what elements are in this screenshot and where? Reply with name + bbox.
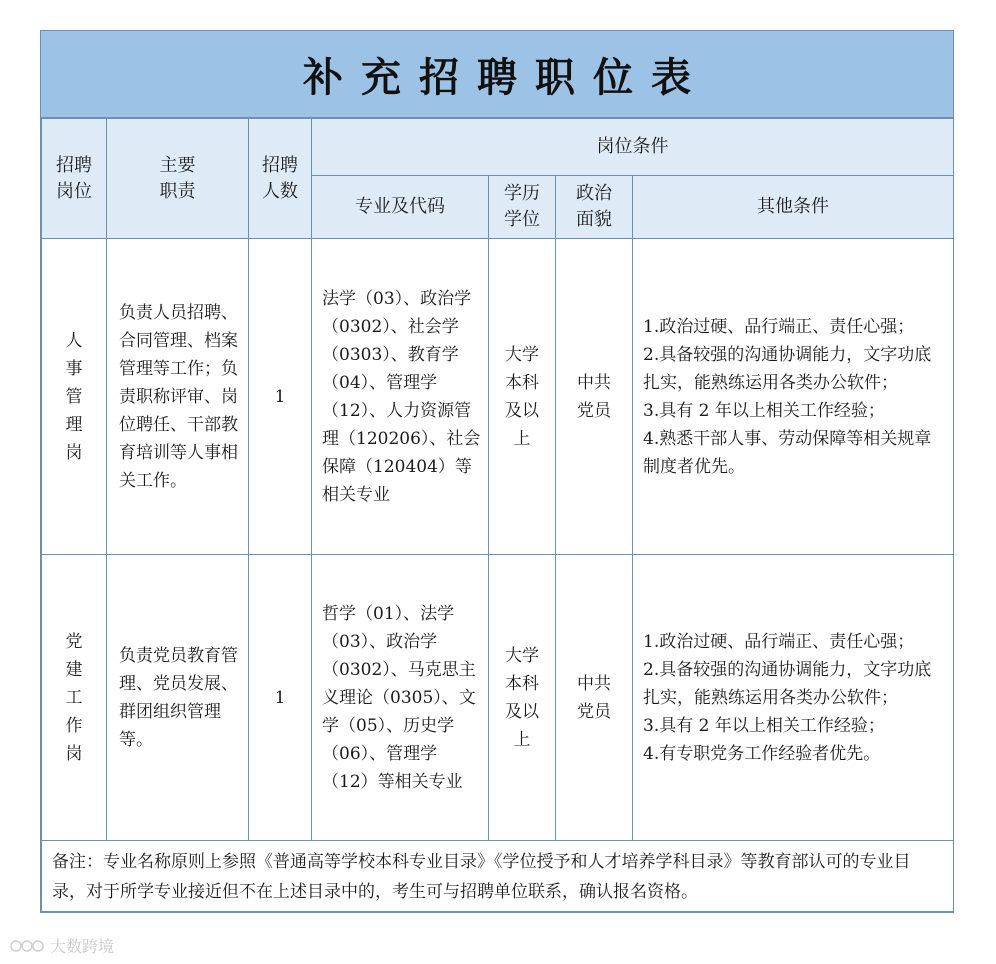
table-row: [42, 555, 954, 841]
header-conditions: 岗位条件: [312, 119, 954, 176]
row-other-conditions: [633, 555, 954, 841]
row-duties: 负责党员教育管理、党员发展、群团组织管理等。: [107, 555, 249, 841]
note-row: [42, 841, 954, 912]
row-count: 1: [249, 239, 312, 555]
title-bar: [41, 31, 953, 118]
row-education: 大学本科及以上: [489, 239, 556, 555]
header-major: 专业及代码: [312, 176, 489, 239]
condition-item: 2.具备较强的沟通协调能力，文字功底扎实，能熟练运用各类办公软件；: [643, 344, 932, 393]
condition-item: 2.具备较强的沟通协调能力，文字功底扎实，能熟练运用各类办公软件；: [643, 659, 932, 708]
watermark: [10, 934, 114, 957]
row-education: 大学本科及以上: [489, 555, 556, 841]
row-political: 中共党员: [556, 239, 633, 555]
row-position: 人事管理岗: [42, 239, 107, 555]
row-position: 党建工作岗: [42, 555, 107, 841]
header-count: 招聘人数: [249, 119, 312, 239]
row-major: 法学（03）、政治学（0302）、社会学（0303）、教育学（04）、管理学（12）、人力资源管理（120206）、社会保障（120404）等相关专业: [312, 239, 489, 555]
condition-item: 3.具有 2 年以上相关工作经验；: [643, 715, 885, 736]
table-note: 备注：专业名称原则上参照《普通高等学校本科专业目录》《学位授予和人才培养学科目录》等教育部认可的专业目录，对于所学专业接近但不在上述目录中的，考生可与招聘单位联系，确认报名资格。: [42, 841, 954, 912]
table-title: 补充招聘职位表: [303, 54, 709, 101]
condition-item: 3.具有 2 年以上相关工作经验；: [643, 400, 885, 421]
condition-item: 1.政治过硬、品行端正、责任心强；: [643, 316, 915, 337]
header-education: 学历学位: [489, 176, 556, 239]
header-political: 政治面貌: [556, 176, 633, 239]
row-major: 哲学（01）、法学（03）、政治学（0302）、马克思主义理论（0305）、文学（05）、历史学（06）、管理学（12）等相关专业: [312, 555, 489, 841]
watermark-text: 大数跨境: [50, 937, 115, 956]
table-row: [42, 239, 954, 555]
positions-table: [41, 118, 954, 912]
watermark-logo-icon: [10, 938, 46, 954]
condition-item: 4.有专职党务工作经验者优先。: [643, 743, 881, 764]
row-political: 中共党员: [556, 555, 633, 841]
condition-item: 4.熟悉干部人事、劳动保障等相关规章制度者优先。: [643, 428, 932, 477]
header-other: 其他条件: [633, 176, 954, 239]
header-duties: 主要职责: [107, 119, 249, 239]
recruitment-table-frame: [40, 30, 954, 913]
row-other-conditions: [633, 239, 954, 555]
condition-item: 1.政治过硬、品行端正、责任心强；: [643, 631, 915, 652]
row-count: 1: [249, 555, 312, 841]
header-position: 招聘岗位: [42, 119, 107, 239]
row-duties: 负责人员招聘、合同管理、档案管理等工作；负责职称评审、岗位聘任、干部教育培训等人事相关工作。: [107, 239, 249, 555]
